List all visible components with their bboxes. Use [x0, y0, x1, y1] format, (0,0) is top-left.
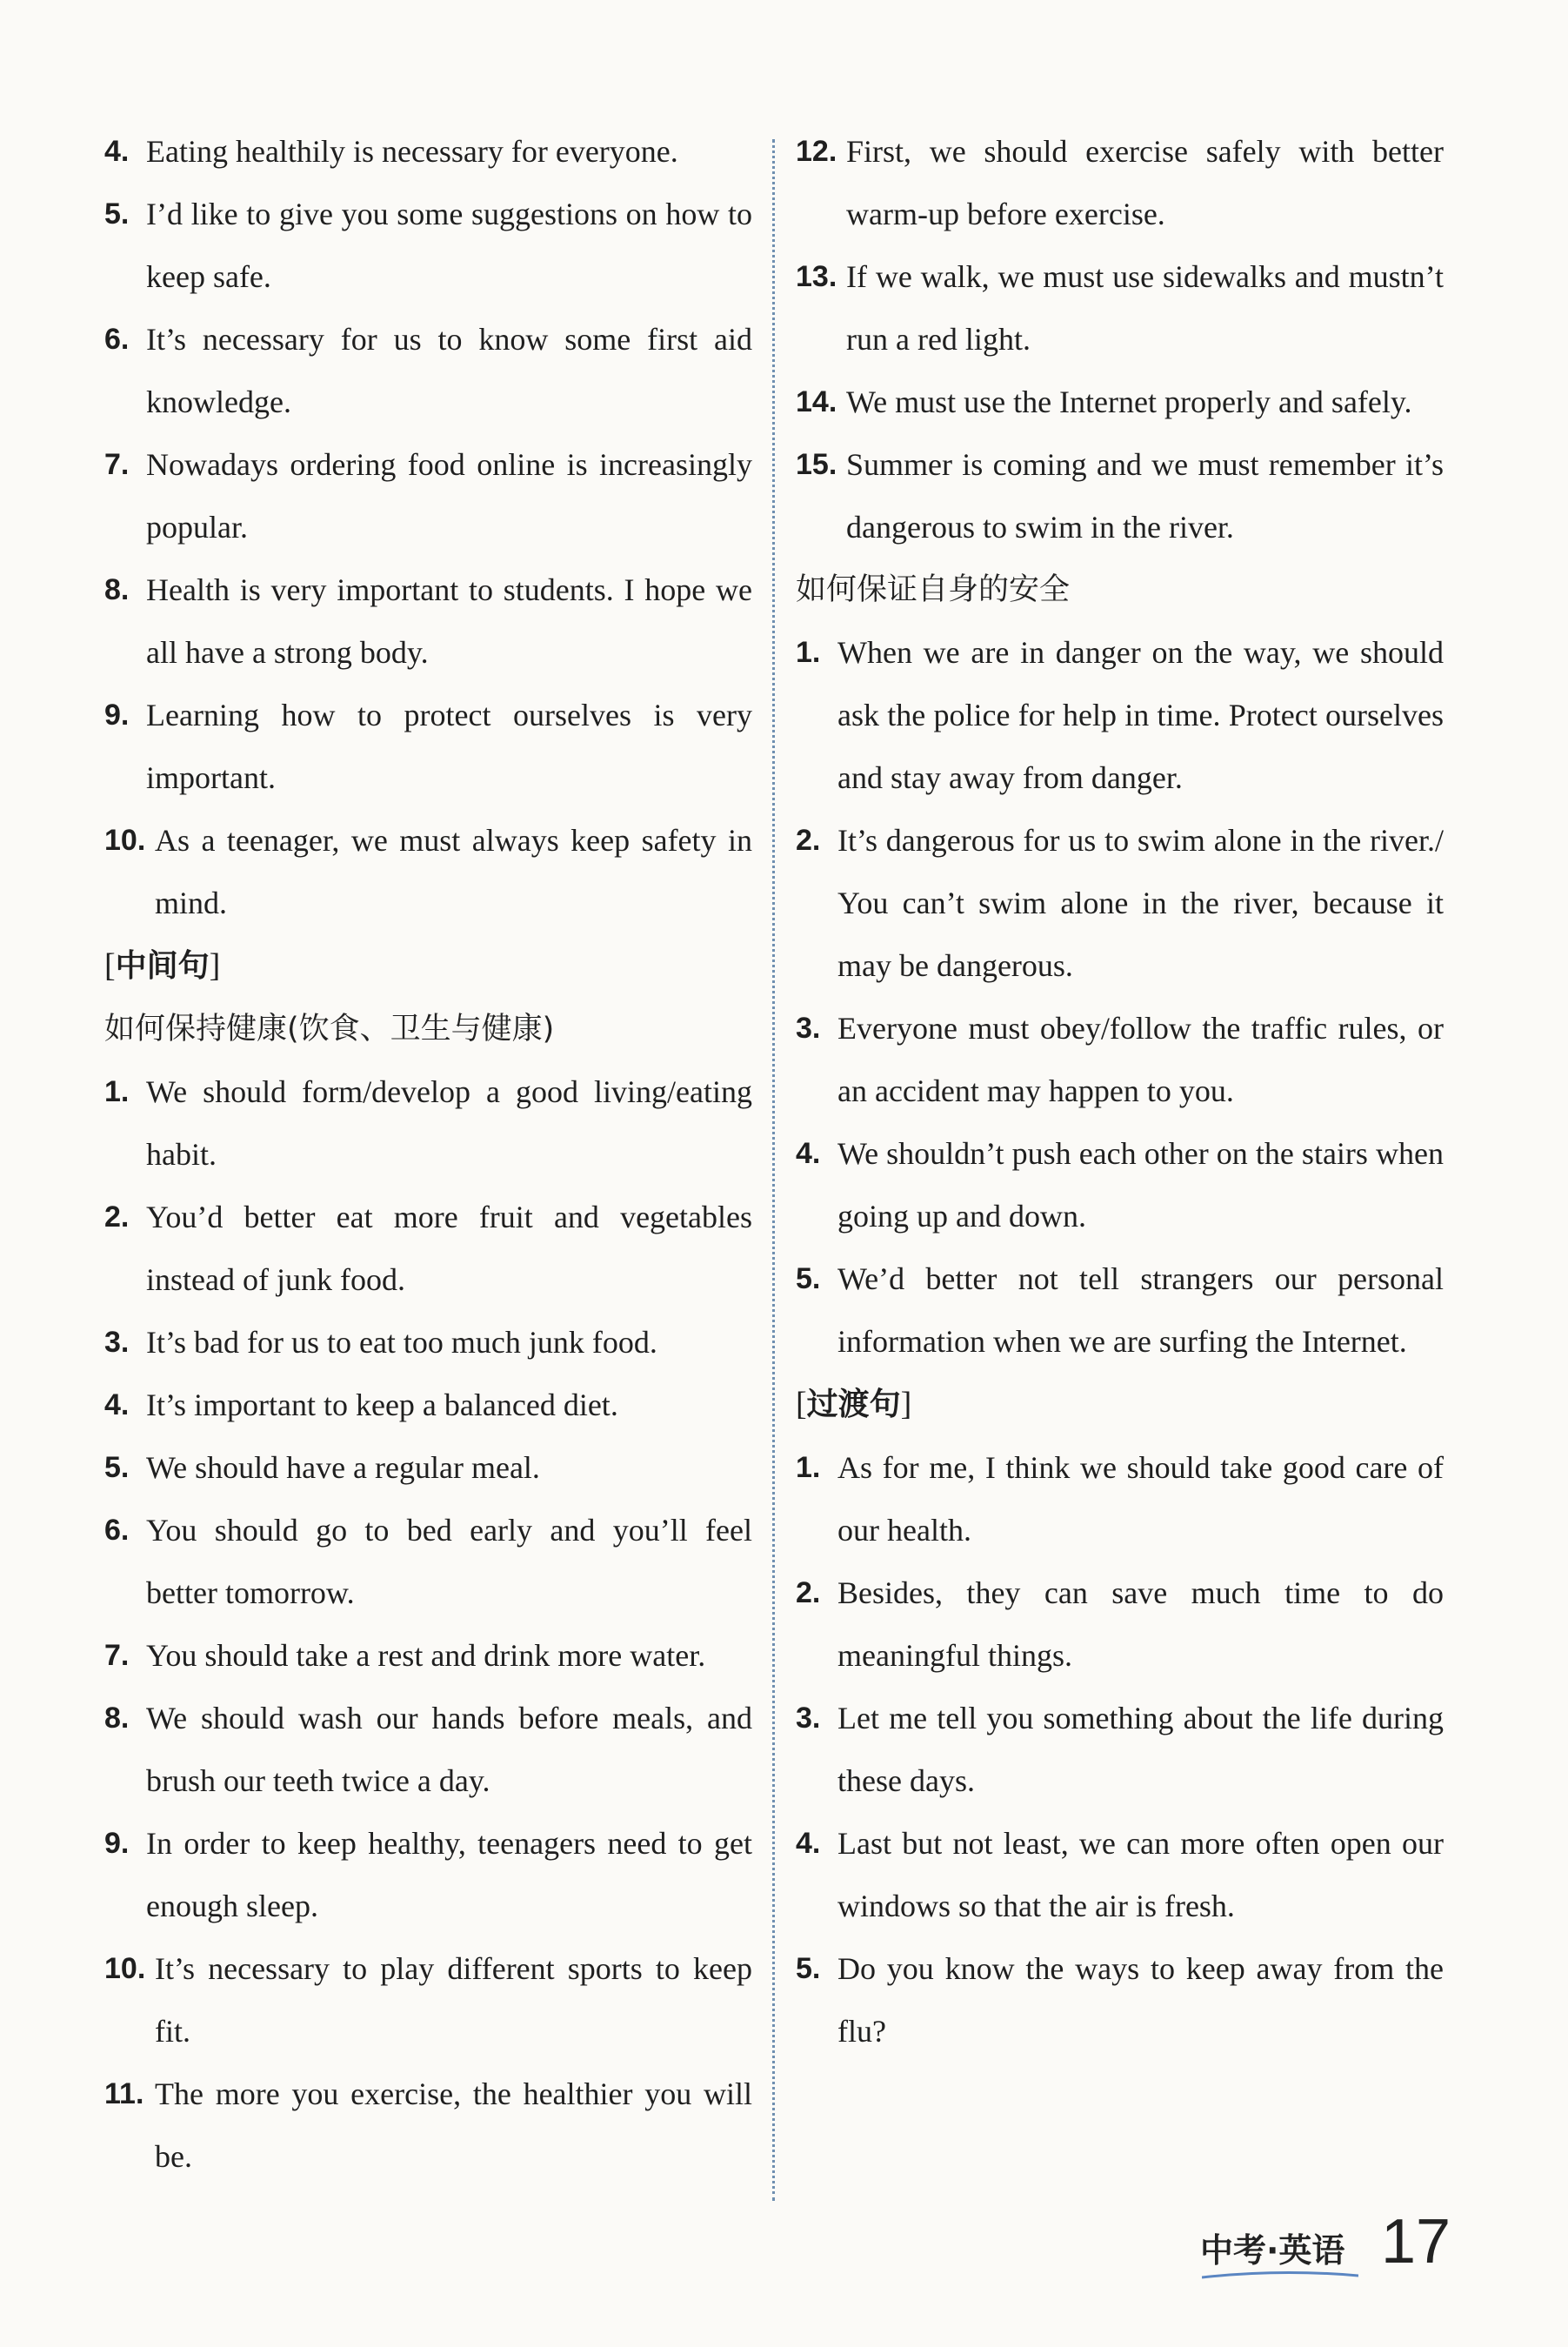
list-item: 5. I’d like to give you some suggestions on how to keep safe.: [104, 197, 752, 294]
page-footer: [1200, 2207, 1461, 2288]
sentence-list-right-b: [796, 621, 1444, 1373]
list-item: 2. It’s dangerous for us to swim alone in the river./ You can’t swim alone in the river, because it may be dangerous.: [796, 823, 1444, 983]
topic-heading-safety: 如何保证自身的安全: [796, 572, 1071, 607]
list-item: 5. We should have a regular meal.: [104, 1450, 540, 1485]
topic-heading-health: 如何保持健康(饮食、卫生与健康): [104, 1012, 555, 1046]
list-item: 11. The more you exercise, the healthier you will be.: [104, 2076, 752, 2174]
list-item: 6. It’s necessary for us to know some first aid knowledge.: [104, 322, 752, 419]
list-item: 4. Last but not least, we can more often open our windows so that the air is fresh.: [796, 1826, 1444, 1923]
list-item: 14. We must use the Internet properly and safely.: [796, 384, 1412, 419]
list-item: 4. We shouldn’t push each other on the stairs when going up and down.: [796, 1136, 1444, 1234]
list-item: 15. Summer is coming and we must remember it’s dangerous to swim in the river.: [796, 447, 1444, 545]
list-item: 2. You’d better eat more fruit and vegetables instead of junk food.: [104, 1200, 752, 1297]
list-item: 7. Nowadays ordering food online is increasingly popular.: [104, 447, 752, 545]
list-item: 3. Everyone must obey/follow the traffic rules, or an accident may happen to you.: [796, 1011, 1444, 1108]
list-item: 5. Do you know the ways to keep away from the flu?: [796, 1951, 1444, 2049]
section-heading-middle: [中间句]: [104, 947, 221, 984]
list-item: 9. In order to keep healthy, teenagers need to get enough sleep.: [104, 1826, 752, 1923]
list-item: 8. Health is very important to students. I hope we all have a strong body.: [104, 572, 752, 670]
list-item: 1. When we are in danger on the way, we should ask the police for help in time. Protect ourselves and stay away from danger.: [796, 635, 1444, 795]
column-divider: [772, 139, 775, 2201]
list-item: 9. Learning how to protect ourselves is very important.: [104, 698, 752, 795]
list-item: 1. We should form/develop a good living/eating habit.: [104, 1074, 752, 1172]
section-heading-transition: [过渡句]: [796, 1386, 912, 1422]
book-label: 中考·英语: [1200, 2231, 1345, 2270]
sentence-list-right-c: [796, 1436, 1444, 2063]
list-item: 10. It’s necessary to play different sports to keep fit.: [104, 1951, 752, 2049]
list-item: 2. Besides, they can save much time to do meaningful things.: [796, 1575, 1444, 1673]
list-item: 3. Let me tell you something about the life during these days.: [796, 1701, 1444, 1798]
list-item: 12. First, we should exercise safely with better warm-up before exercise.: [796, 134, 1444, 231]
list-item: 4. Eating healthily is necessary for everyone.: [104, 134, 678, 169]
left-column: [104, 120, 752, 2188]
list-item: 8. We should wash our hands before meals, and brush our teeth twice a day.: [104, 1701, 752, 1798]
list-item: 13. If we walk, we must use sidewalks and mustn’t run a red light.: [796, 259, 1444, 357]
list-item: 4. It’s important to keep a balanced diet.: [104, 1387, 618, 1422]
sentence-list-right-a: [796, 120, 1444, 558]
page-number: 17: [1381, 2207, 1451, 2277]
list-item: 1. As for me, I think we should take good care of our health.: [796, 1450, 1444, 1548]
right-column: [796, 120, 1444, 2063]
sentence-list-left-b: [104, 1060, 752, 2188]
list-item: 5. We’d better not tell strangers our personal information when we are surfing the Internet.: [796, 1261, 1444, 1359]
list-item: 3. It’s bad for us to eat too much junk food.: [104, 1325, 657, 1360]
list-item: 6. You should go to bed early and you’ll feel better tomorrow.: [104, 1513, 752, 1610]
sentence-list-left-a: [104, 120, 752, 934]
list-item: 7. You should take a rest and drink more water.: [104, 1638, 706, 1673]
swoosh-decoration: [1202, 2270, 1358, 2279]
list-item: 10. As a teenager, we must always keep safety in mind.: [104, 823, 752, 920]
